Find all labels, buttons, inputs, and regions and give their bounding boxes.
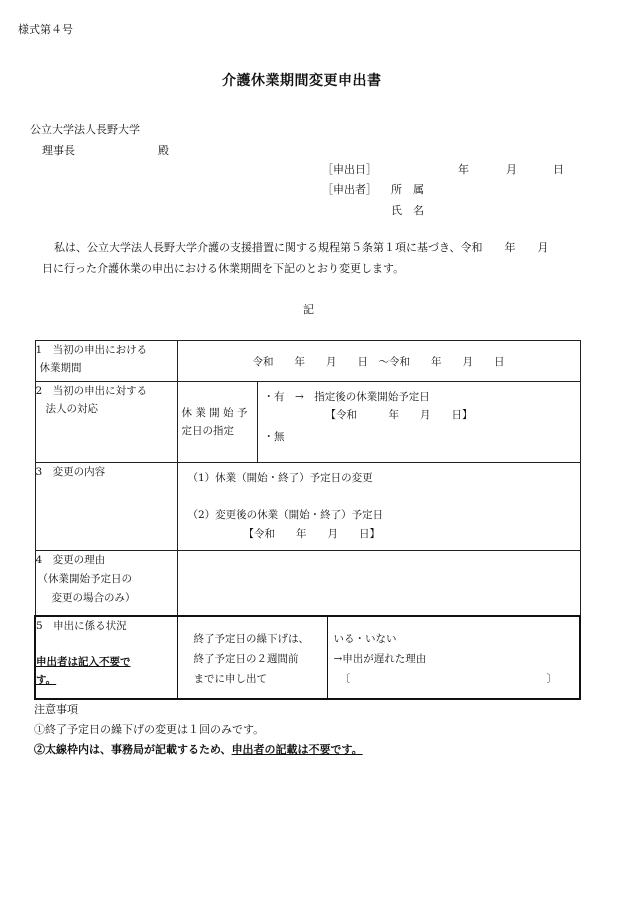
note-2-part-b: 申出者の記載は不要です。 <box>231 743 363 756</box>
row2-label <box>35 382 177 463</box>
row2-label-line2: 法人の対応 <box>45 403 98 415</box>
row2-label-line1: 2 当初の申出に対する <box>35 385 148 397</box>
date-label: ［申出日］ <box>322 163 377 176</box>
row2-designation-field[interactable] <box>257 382 580 463</box>
row1-period-text: 令和 年 月 日 ～令和 年 月 日 <box>252 355 505 368</box>
row4-label-line3: 変更の場合のみ） <box>51 592 136 604</box>
row5-cond-line1: 終了予定日の繰下げは、 <box>193 632 309 645</box>
row4-label-line2: （休業開始予定日の <box>37 573 132 585</box>
page-title: 介護休業期間変更申出書 <box>222 73 382 89</box>
row5-late-reason-label: →申出が遅れた理由 <box>333 652 427 665</box>
note-2-part-a: ②太線枠内は、事務局が記載するため、 <box>34 743 232 756</box>
row1-label-line2: 休業期間 <box>39 362 82 374</box>
row3-new-date: 【令和 年 月 日】 <box>243 528 380 540</box>
body-line-1: 私は、公立大学法人長野大学介護の支援措置に関する規程第５条第１項に基づき、令和 年 月 <box>54 241 549 254</box>
row4-reason-field[interactable] <box>177 551 580 616</box>
row-initial-period <box>35 341 580 382</box>
ki-heading: 記 <box>303 303 314 316</box>
addressee-position: 理事長 <box>42 144 75 157</box>
row5-label-text: 5 申出に係る状況 <box>36 619 127 632</box>
row5-note-line2: す。 <box>36 673 57 686</box>
addressee-org: 公立大学法人長野大学 <box>30 123 140 136</box>
row4-label <box>35 551 177 616</box>
row3-content-field[interactable] <box>177 463 580 551</box>
affiliation-label: 所 属 <box>391 183 424 196</box>
note-1: ①終了予定日の繰下げの変更は１回のみです。 <box>34 723 265 736</box>
row5-note-line1: 申出者は記入不要で <box>36 655 131 668</box>
row4-label-line1: 4 変更の理由 <box>35 554 106 566</box>
applicant-label: ［申出者］ <box>322 183 377 196</box>
row5-cond-line3: までに申し出て <box>193 672 267 685</box>
row3-item-2[interactable]: （2）変更後の休業（開始・終了）予定日 <box>187 509 384 521</box>
name-label: 氏 名 <box>391 204 424 217</box>
row3-label-text: 3 変更の内容 <box>35 466 106 478</box>
form-number: 様式第４号 <box>18 23 73 36</box>
date-month: 月 <box>506 163 517 176</box>
row1-period-field[interactable] <box>177 341 580 382</box>
row3-label <box>35 463 177 551</box>
row5-reason-brackets[interactable] <box>334 669 572 689</box>
row2-start-date: 【令和 年 月 日】 <box>325 409 473 421</box>
row1-label-line1: 1 当初の申出における <box>35 344 148 356</box>
row5-answer-field[interactable] <box>327 616 580 699</box>
row5-cond-line2: 終了予定日の２週間前 <box>193 652 299 665</box>
bracket-open: 〔 <box>339 672 350 685</box>
row-change-reason <box>35 551 580 616</box>
row2-sub-line2: 定日の指定 <box>181 425 234 437</box>
addressee-honorific: 殿 <box>158 144 169 157</box>
notes-heading: 注意事項 <box>34 703 78 716</box>
bracket-close: 〕 <box>546 672 558 685</box>
row2-option-yes[interactable]: ・有 → 指定後の休業開始予定日 <box>263 391 430 403</box>
row3-item-1[interactable]: （1）休業（開始・終了）予定日の変更 <box>187 472 373 484</box>
application-table <box>34 340 581 700</box>
row5-condition <box>177 616 327 699</box>
row2-sub-label <box>177 382 257 463</box>
date-year: 年 <box>458 163 469 176</box>
row-application-status <box>35 616 580 699</box>
row5-answer[interactable]: いる・いない <box>333 632 397 645</box>
row5-label <box>35 616 177 699</box>
row2-sub-line1: 休 業 開 始 予 <box>181 407 248 419</box>
body-line-2: 日に行った介護休業の申出における休業期間を下記のとおり変更します。 <box>42 262 405 275</box>
date-day: 日 <box>553 163 564 176</box>
row1-label <box>35 341 177 382</box>
note-2 <box>34 741 363 757</box>
row-corporation-response <box>35 382 580 463</box>
row2-option-no[interactable]: ・無 <box>263 431 285 443</box>
row-change-content <box>35 463 580 551</box>
